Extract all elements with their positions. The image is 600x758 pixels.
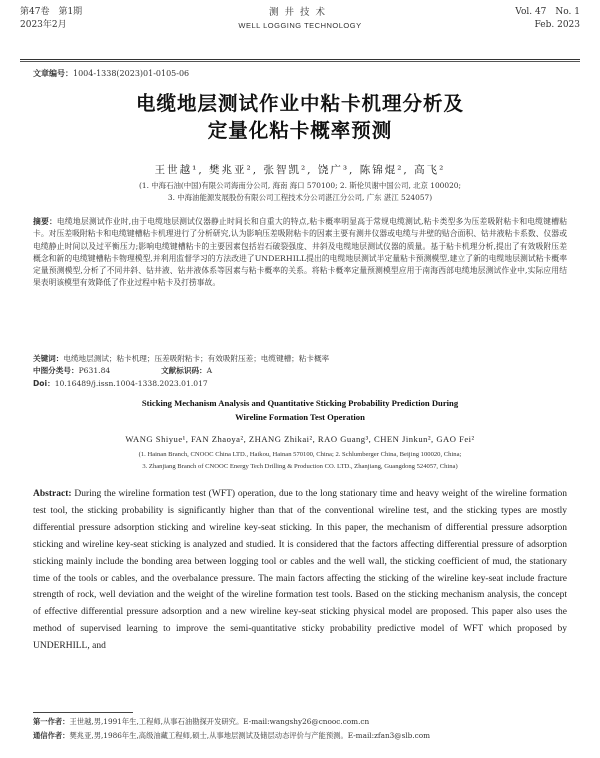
date-en: Feb. 2023 <box>534 20 580 30</box>
date-cn: 2023年2月 <box>20 20 67 30</box>
title-cn-line-1: 电缆地层测试作业中粘卡机理分析及 <box>135 92 464 115</box>
classification-line <box>33 365 567 376</box>
corresponding-author-text: 樊兆亚,男,1986年生,高级油藏工程师,硕士,从事地层测试及储层动态评价与产能预测。E-mail:zfan3@slb.com <box>69 731 431 740</box>
doi-label: Doi： <box>33 379 55 388</box>
abstract-en <box>33 486 567 655</box>
first-author-label: 第一作者： <box>33 717 70 726</box>
abstract-cn-text: 电缆地层测试作业时,由于电缆地层测试仪器静止时间长和自重大的特点,粘卡概率明显高于常规电缆测试,粘卡类型多为压差吸附粘卡和电缆键槽粘卡。对压差吸附粘卡和电缆键槽粘卡机理进行了分析研究,认为影响压差吸附粘卡的因素主要有测井仪器或电缆与井壁的贴合面积、钻井液粘卡系数、仪器或电缆静止时间以及过平衡压力;影响电缆键槽粘卡的主要因素包括岩石破裂强度、井斜及电缆地层测试仪器的质量。基于粘卡机理分析,提出了有效吸附压差概念和新的电缆键槽粘卡物理模型,并利用监督学习的方法改进了UNDERHILL提出的电缆地层测试半定量粘卡预测模型,建立了新的电缆地层测试粘卡概率定量预测模型,分析了不同井斜、钻井液、钻井液体系等因素与粘卡概率的关系。将粘卡概率定量预测模型应用于南海西部电缆地层测试作业中,实际应用结果表明该模型有效降低了作业过程中粘卡及打捞事故。 <box>33 217 567 288</box>
header-center <box>20 6 580 32</box>
corresponding-author-label: 通信作者： <box>33 731 70 740</box>
volume-issue-cn: 第47卷 第1期 <box>20 7 83 17</box>
authors-cn: 王世越¹, 樊兆亚², 张智凯², 饶广³, 陈锦焜², 高飞² <box>154 164 446 176</box>
title-cn <box>0 90 600 144</box>
keywords-cn-label: 关键词： <box>33 354 64 363</box>
title-cn-line-2: 定量化粘卡概率预测 <box>207 119 393 142</box>
header-rule <box>20 59 580 60</box>
title-en-line-2: Wireline Formation Test Operation <box>235 412 365 422</box>
keywords-cn <box>33 353 567 364</box>
affiliation-cn-line-1: (1. 中海石油(中国)有限公司海南分公司, 海南 海口 570100; 2. 斯伦贝谢中国公司, 北京 100020; <box>139 181 461 190</box>
header-rule-thin <box>20 61 580 62</box>
footnote-corresponding-author <box>33 731 580 741</box>
volume-issue-en: Vol. 47 No. 1 <box>515 7 580 17</box>
keywords-cn-text: 电缆地层测试；粘卡机理；压差吸附粘卡；有效吸附压差；电缆键槽；粘卡概率 <box>63 354 330 363</box>
journal-name-cn: 测井技术 <box>268 7 331 18</box>
affiliation-cn-line-2: 3. 中海油能源发展股份有限公司工程技术分公司湛江分公司, 广东 湛江 524057) <box>167 192 433 202</box>
doc-code-value: A <box>206 366 213 375</box>
affiliations-cn <box>0 180 600 203</box>
title-en <box>0 396 600 424</box>
page-header <box>20 6 580 46</box>
affiliation-en-line-1: (1. Hainan Branch, CNOOC China LTD., Haikou, Hainan 570100, China; 2. Schlumberger China, Beijing 100020, China; <box>138 451 462 458</box>
affiliation-en-line-2: 3. Zhanjiang Branch of CNOOC Energy Tech Drilling & Production CO. LTD., Zhanjiang, Guangdong 524057, China) <box>142 463 458 470</box>
abstract-cn-label: 摘要： <box>33 217 57 226</box>
doc-code-label: 文献标识码： <box>161 366 207 375</box>
abstract-cn <box>33 216 567 290</box>
doi-value: 10.16489/j.issn.1004-1338.2023.01.017 <box>54 379 208 388</box>
affiliations-en <box>0 449 600 473</box>
article-number-label: 文章编号： <box>33 68 73 78</box>
footnote-first-author <box>33 717 580 727</box>
journal-name-en: WELL LOGGING TECHNOLOGY <box>238 21 362 30</box>
footnote-rule <box>33 712 133 713</box>
header-right <box>515 6 580 32</box>
doi-line <box>33 378 567 389</box>
article-number <box>33 68 189 79</box>
clc-value: P631.84 <box>78 366 111 375</box>
abstract-en-label: Abstract: <box>33 489 72 499</box>
title-en-line-1: Sticking Mechanism Analysis and Quantitative Sticking Probability Prediction During <box>141 398 459 408</box>
first-author-text: 王世越,男,1991年生,工程师,从事石油勘探开发研究。E-mail:wangshy26@cnooc.com.cn <box>69 717 370 726</box>
authors-en: WANG Shiyue¹, FAN Zhaoya², ZHANG Zhikai², RAO Guang³, CHEN Jinkun², GAO Fei² <box>125 434 475 444</box>
article-number-value: 1004-1338(2023)01-0105-06 <box>73 69 190 78</box>
clc-label: 中图分类号： <box>33 366 79 375</box>
abstract-en-text: During the wireline formation test (WFT) operation, due to the long stationary time and heavy weight of the wireline formation test tool, the sticking probability is significantly higher than that of the conventional wireline test, and the sticking types are mostly differential pressure adsorption sticking and wireline key-seat sticking. In this paper, the mechanism of differential pressure adsorption sticking and wireline key-seat sticking is analyzed and studied. It is considered that the factors affecting differential pressure of adsorption sticking mainly include the bonding area between logging tool or cables and the well wall, the sticking coefficient of mud, the stationary time of the tools or cables, and the overbalance pressure. The main factors affecting the sticking of the wireline key-seat include fracture strength of rock, well deviation and the weight of the wireline formation test tools. Based on the sticking mechanism analysis, the concept of effective differential pressure adsorption and a new wireline key-seat sticking physical model are proposed. This paper also uses the method of supervised learning to improve the semi-quantitative sticky probability predictive model of WFT which proposed by UNDERHILL, and <box>33 489 567 652</box>
